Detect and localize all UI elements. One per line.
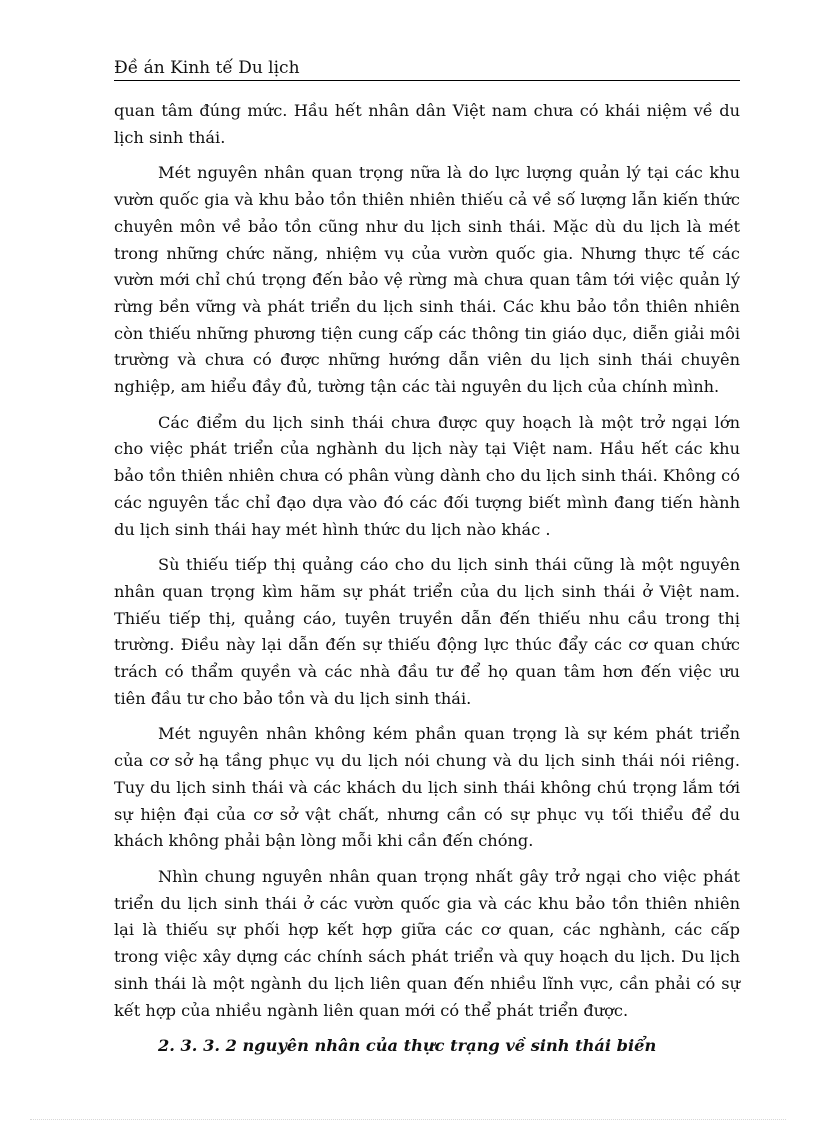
paragraph-marketing: Sù thiếu tiếp thị quảng cáo cho du lịch sinh thái cũng là một nguyên nhân quan trọng kìm hãm sự phát triển của du lịch sinh thái ở Việt nam. Thiếu tiếp thị, quảng cáo, tuyên truyền dẫn đến thiếu nhu cầu trong thị trường. Điều này lại dẫn đến sự thiếu động lực thúc đẩy các cơ quan chức trách có thẩm quyền và các nhà đầu tư để họ quan tâm hơn đến việc ưu tiên đầu tư cho bảo tồn và du lịch sinh thái. <box>114 555 740 708</box>
document-title: Đề án Kinh tế Du lịch <box>114 58 300 78</box>
paragraph-coordination: Nhìn chung nguyên nhân quan trọng nhất gây trở ngại cho việc phát triển du lịch sinh thái ở các vườn quốc gia và các khu bảo tồn thiên nhiên lại là thiếu sự phối hợp kết hợp giữa các cơ quan, các nghành, các cấp trong việc xây dựng các chính sách phát triển và quy hoạch du lịch. Du lịch sinh thái là một ngành du lịch liên quan đến nhiều lĩnh vực, cần phải có sự kết hợp của nhiều ngành liên quan mới có thể phát triển được. <box>114 866 740 1020</box>
paragraph-continuation: quan tâm đúng mức. Hầu hết nhân dân Việt nam chưa có khái niệm về du lịch sinh thái. <box>114 101 740 147</box>
section-subheading: 2. 3. 3. 2 nguyên nhân của thực trạng về sinh thái biển <box>158 1036 657 1056</box>
page-bottom-divider <box>30 1119 786 1120</box>
paragraph-planning: Các điểm du lịch sinh thái chưa được quy hoạch là một trở ngại lớn cho việc phát triển của nghành du lịch này tại Việt nam. Hầu hết các khu bảo tồn thiên nhiên chưa có phân vùng dành cho du lịch sinh thái. Không có các nguyên tắc chỉ đạo dựa vào đó các đối tượng biết mình đang tiến hành du lịch sinh thái hay mét hình thức du lịch nào khác . <box>114 412 740 539</box>
paragraph-infrastructure: Mét nguyên nhân không kém phần quan trọng là sự kém phát triển của cơ sở hạ tầng phục vụ du lịch nói chung và du lịch sinh thái nói riêng. Tuy du lịch sinh thái và các khách du lịch sinh thái không chú trọng lắm tới sự hiện đại của cơ sở vật chất, nhưng cần có sự phục vụ tối thiểu để du khách không phải bận lòng mỗi khi cần đến chóng. <box>114 724 740 851</box>
page-header <box>114 58 740 81</box>
document-body <box>114 98 740 1060</box>
paragraph-management-staff: Mét nguyên nhân quan trọng nữa là do lực lượng quản lý tại các khu vườn quốc gia và khu bảo tồn thiên nhiên thiếu cả về số lượng lẫn kiến thức chuyên môn về bảo tồn cũng như du lịch sinh thái. Mặc dù du lịch là mét trong những chức năng, nhiệm vụ của vườn quốc gia. Nhưng thực tế các vườn mới chỉ chú trọng đến bảo vệ rừng mà chưa quan tâm tới việc quản lý rừng bền vững và phát triển du lịch sinh thái. Các khu bảo tồn thiên nhiên còn thiếu những phương tiện cung cấp các thông tin giáo dục, diễn giải môi trường và chưa có được những hướng dẫn viên du lịch sinh thái chuyên nghiệp, am hiểu đầy đủ, tường tận các tài nguyên du lịch của chính mình. <box>114 163 740 397</box>
